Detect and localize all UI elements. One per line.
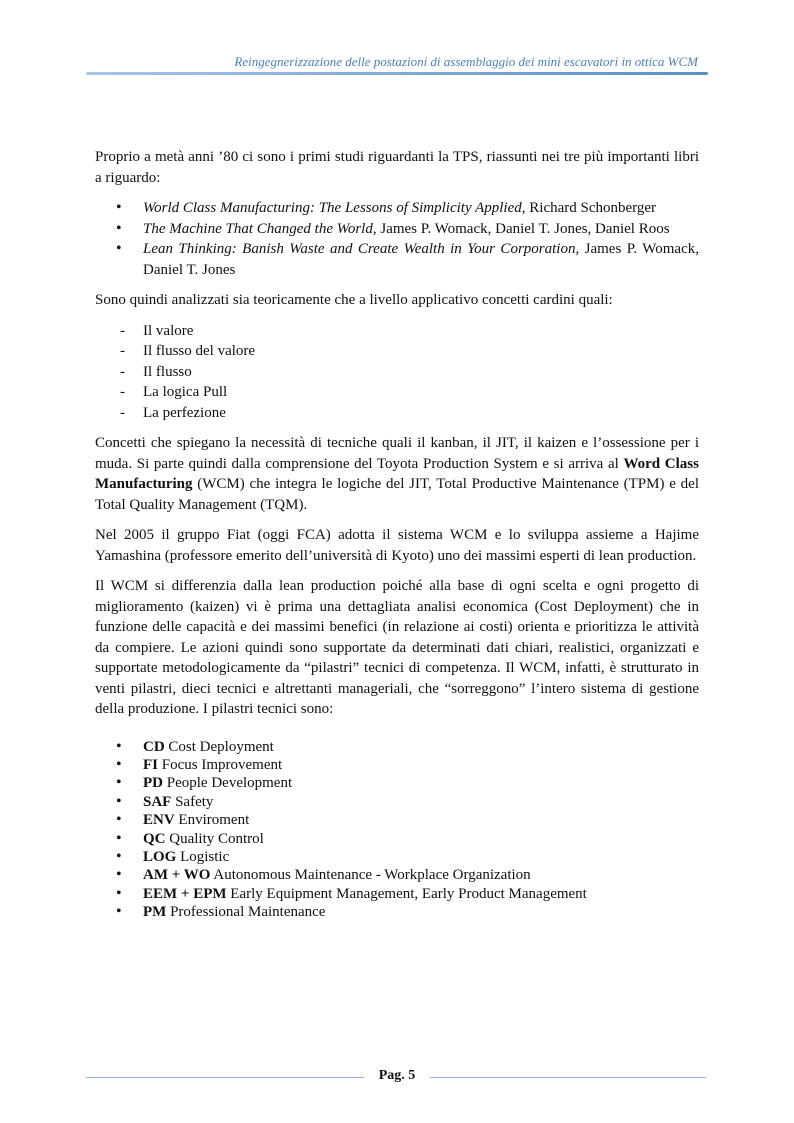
pillar-name: Autonomous Maintenance - Workplace Organization: [210, 867, 531, 884]
wcm-paragraph: Il WCM si differenzia dalla lean production poiché alla base di ogni scelta e ogni progetto di miglioramento (kaizen) vi è prima una dettagliata analisi economica (Cost Deployment) che in funzione delle capacità e dei massimi benefici (in relazione ai costi) orienta e prioritizza le attività da compiere. Le azioni quindi sono supportate da determinati dati chiari, realistici, organizzati e supportate metodologicamente da “pilastri” tecnici di competenza. Il WCM, infatti, è strutturato in venti pilastri, dieci tecnici e altrettanti manageriali, che “sorreggono” l’intero sistema di gestione della produzione. I pilastri tecnici sono:: [95, 578, 699, 717]
page-number: Pag. 5: [378, 1068, 416, 1083]
pillar-code: LOG: [143, 848, 177, 865]
pillar-code: EEM + EPM: [143, 885, 227, 902]
concept-item: - La logica Pull: [95, 382, 699, 403]
concept-item: - Il valore: [95, 321, 699, 342]
header-divider: [86, 72, 708, 75]
footer-divider-left: [86, 1077, 364, 1078]
pillar-item: [95, 793, 699, 811]
wcm-term: Word Class Manufacturing: [95, 455, 699, 492]
book-authors: , James P. Womack, Daniel T. Jones, Daniel Roos: [372, 220, 670, 237]
concept-item: - La perfezione: [95, 403, 699, 424]
book-title: World Class Manufacturing: The Lessons of Simplicity Applied: [143, 200, 522, 216]
concepts-paragraph-text: Concetti che spiegano la necessità di tecniche quali il kanban, il JIT, il kaizen e l’ossessione per i muda. Si parte quindi dalla comprensione del Toyota Production System e si arriva al: [95, 435, 699, 472]
book-authors: , Richard Schonberger: [521, 200, 657, 216]
concept-item: - Il flusso del valore: [95, 341, 699, 362]
pillar-code: ENV: [143, 812, 175, 829]
pillar-name: Early Equipment Management, Early Product Management: [226, 885, 587, 902]
footer-divider-right: [430, 1077, 706, 1078]
pillar-name: Cost Deployment: [164, 738, 274, 755]
intro-paragraph: Proprio a metà anni ’80 ci sono i primi studi riguardanti la TPS, riassunti nei tre più importanti libri a riguardo:: [95, 149, 699, 186]
books-list: [95, 198, 699, 280]
pillar-item: [95, 866, 699, 884]
pillar-code: FI: [143, 756, 158, 773]
concepts-paragraph: [95, 433, 699, 515]
pillar-name: Logistic: [176, 848, 230, 865]
pillar-code: CD: [143, 738, 165, 755]
concepts-paragraph-text-end: (WCM) che integra le logiche del JIT, Total Productive Maintenance (TPM) e del Total Quality Management (TQM).: [95, 476, 699, 513]
book-title: Lean Thinking: Banish Waste and Create Wealth in Your Corporation: [143, 241, 576, 257]
pillar-code: PM: [143, 904, 167, 921]
pillar-item: [95, 885, 699, 903]
book-title: The Machine That Changed the World: [143, 220, 373, 237]
pillar-code: SAF: [143, 793, 172, 810]
book-item: [95, 219, 699, 240]
pillar-code: AM + WO: [143, 867, 211, 884]
pillar-item: [95, 774, 699, 792]
pillar-item: [95, 738, 699, 756]
pillar-item: [95, 811, 699, 829]
pillar-item: [95, 903, 699, 921]
pillars-list: [95, 738, 699, 922]
pillar-name: Professional Maintenance: [166, 904, 326, 921]
pillar-code: PD: [143, 775, 163, 792]
book-item: [95, 198, 699, 219]
pillar-item: [95, 848, 699, 866]
concepts-list: [95, 321, 699, 424]
pillar-name: Safety: [171, 793, 214, 810]
pillar-item: [95, 756, 699, 774]
pillar-code: QC: [143, 830, 166, 847]
pillar-name: Focus Improvement: [158, 756, 283, 773]
fiat-paragraph: Nel 2005 il gruppo Fiat (oggi FCA) adotta il sistema WCM e lo sviluppa assieme a Hajime Yamashina (professore emerito dell’università di Kyoto) uno dei massimi esperti di lean production.: [95, 527, 699, 564]
pillar-name: Enviroment: [174, 812, 250, 829]
concept-item: - Il flusso: [95, 362, 699, 383]
book-item: [95, 239, 699, 280]
pillar-name: Quality Control: [165, 830, 264, 847]
pillar-name: People Development: [163, 775, 293, 792]
concepts-intro-paragraph: Sono quindi analizzati sia teoricamente che a livello applicativo concetti cardini quali:: [95, 292, 613, 308]
running-header-title: Reingegnerizzazione delle postazioni di assemblaggio dei mini escavatori in ottica WCM: [234, 54, 698, 69]
page-body: [95, 147, 699, 932]
book-authors: , James P. Womack, Daniel T. Jones: [143, 241, 699, 278]
pillar-item: [95, 830, 699, 848]
